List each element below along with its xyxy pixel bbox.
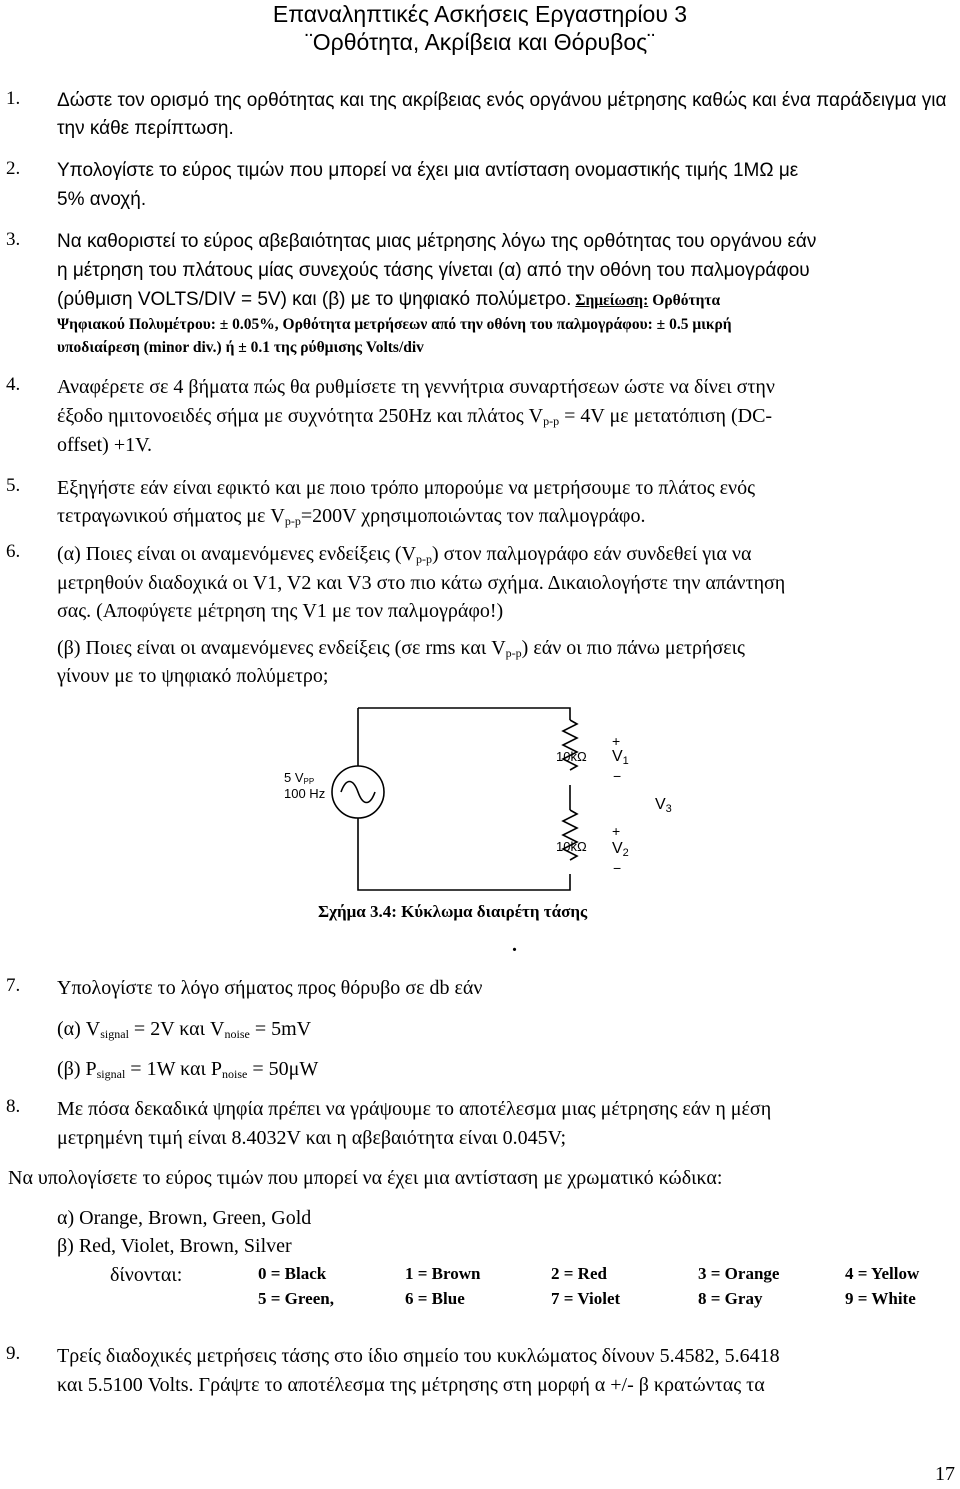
color-code-entry: 9 = White: [845, 1289, 916, 1308]
note-text: Ψηφιακού Πολυμέτρου: ± 0.05%, Ορθότητα μετρήσεων από την οθόνη του παλμογράφου: ± 0.5 μικρή: [57, 316, 732, 333]
v2-label: $V_2$: [612, 840, 629, 859]
question-text-line: γίνουν με το ψηφιακό πολύμετρο;: [57, 665, 329, 687]
question-text-line: μετρημένη τιμή είναι 8.4032V και η αβεβαιότητα είναι 0.045V;: [57, 1127, 567, 1149]
sine-icon: [341, 782, 375, 803]
resistor-2-label: 10kΩ: [556, 839, 587, 854]
question-text-line: Υπολογίστε το εύρος τιμών που μπορεί να έχει μια αντίσταση ονομαστικής τιμής 1ΜΩ με: [57, 160, 799, 181]
question-text: Δώστε τον ορισμό της ορθότητας και της ακρίβειας ενός οργάνου μέτρησης καθώς και ένα παράδειγμα για την κάθε περίπτωση.: [57, 90, 947, 139]
color-code-entry: 5 = Green,: [258, 1289, 334, 1308]
bottom-wire: [358, 818, 570, 890]
question-text-line: τετραγωνικού σήματος με $V_{p-p}=200V$ χρησιμοποιώντας τον παλμογράφο.: [57, 505, 646, 528]
v1-label: $V_1$: [612, 748, 629, 767]
page-title: [0, 0, 960, 56]
question-number: 3.: [6, 229, 21, 250]
question-item-b: (β) $P_{signal} = 1W$ και $P_{noise} = 50\mu W$: [57, 1058, 319, 1081]
note-text: Ορθότητα: [652, 292, 721, 309]
question-number: 2.: [6, 158, 21, 179]
color-code-entry: 3 = Orange: [698, 1264, 780, 1283]
voltage-divider-circuit: [270, 700, 690, 900]
question-text-line: Αναφέρετε σε 4 βήματα πώς θα ρυθμίσετε τη γεννήτρια συναρτήσεων ώστε να δίνει στην: [57, 376, 775, 398]
color-code-entry: 1 = Brown: [405, 1264, 481, 1283]
note-text: υποδιαίρεση (minor div.) ή ± 0.1 της ρύθμισης Volts/div: [57, 339, 424, 356]
question-text-line: offset) +1V.: [57, 434, 152, 456]
color-code-entry: 0 = Black: [258, 1264, 327, 1283]
color-code-item-a: α) Orange, Brown, Green, Gold: [57, 1207, 312, 1229]
page-number: 17: [935, 1463, 955, 1485]
given-label: δίνονται:: [110, 1264, 183, 1286]
color-code-entry: 2 = Red: [551, 1264, 607, 1283]
caption-dot: .: [512, 934, 517, 956]
question-number: 9.: [6, 1343, 21, 1364]
question-text-line: 5% ανοχή.: [57, 189, 147, 210]
question-text-line: η μέτρηση του πλάτους μίας συνεχούς τάσης γίνεται (α) από την οθόνη του παλμογράφου: [57, 260, 810, 281]
question-text-line: σας. (Αποφύγετε μέτρηση της V1 με τον παλμογράφο!): [57, 600, 504, 622]
question-number: 1.: [6, 88, 21, 109]
figure-caption: Σχήμα 3.4: Κύκλωμα διαιρέτη τάσης: [318, 902, 588, 921]
question-text-line: (α) Ποιες είναι οι αναμενόμενες ενδείξεις $(V_{p-p})$ στον παλμογράφο εάν συνδεθεί για να: [57, 543, 752, 566]
question-text-line: μετρηθούν διαδοχικά οι V1, V2 και V3 στο πιο κάτω σχήμα. Δικαιολογήστε την απάντηση: [57, 572, 786, 594]
title-line-2: ¨Ορθότητα, Ακρίβεια και Θόρυβος¨: [305, 29, 655, 55]
question-text-line: Εξηγήστε εάν είναι εφικτό και με ποιο τρόπο μπορούμε να μετρήσουμε το πλάτος ενός: [57, 477, 755, 499]
question-text-line: Με πόσα δεκαδικά ψηφία πρέπει να γράψουμε το αποτέλεσμα μιας μέτρησης εάν η μέση: [57, 1098, 772, 1120]
color-code-entry: 7 = Violet: [551, 1289, 621, 1308]
note-label: Σημείωση:: [575, 292, 649, 309]
title-line-1: Επαναληπτικές Ασκήσεις Εργαστηρίου 3: [272, 1, 688, 27]
question-text-line: (ρύθμιση VOLTS/DIV = 5V) και (β) με το ψηφιακό πολύμετρο.: [57, 289, 572, 310]
question-number: 4.: [6, 374, 21, 395]
question-item-a: (α) $V_{signal} = 2V$ και $V_{noise} = 5mV$: [57, 1018, 312, 1041]
color-code-intro: Να υπολογίσετε το εύρος τιμών που μπορεί να έχει μια αντίσταση με χρωματικό κώδικα:: [8, 1167, 723, 1189]
question-number: 8.: [6, 1096, 21, 1117]
question-text-line: και 5.5100 Volts. Γράψτε το αποτέλεσμα της μέτρησης στη μορφή α +/- β κρατώντας τα: [57, 1374, 765, 1396]
resistor-1-label: 10kΩ: [556, 749, 587, 764]
question-text-line: Να καθοριστεί το εύρος αβεβαιότητας μιας μέτρησης λόγω της ορθότητας του οργάνου εάν: [57, 231, 817, 252]
v1-minus: −: [613, 768, 622, 784]
question-number: 6.: [6, 541, 21, 562]
question-text-line: Υπολογίστε το λόγο σήματος προς θόρυβο σε db εάν: [57, 977, 483, 999]
color-code-item-b: β) Red, Violet, Brown, Silver: [57, 1235, 292, 1257]
v2-plus: +: [612, 823, 621, 839]
question-text-line: Τρείς διαδοχικές μετρήσεις τάσης στο ίδιο σημείο του κυκλώματος δίνουν 5.4582, 5.6418: [57, 1345, 780, 1367]
v3-label: $V_3$: [655, 796, 672, 815]
v2-minus: −: [613, 860, 622, 876]
question-text-line: έξοδο ημιτονοειδές σήμα με συχνότητα 250Hz και πλάτος $V_{p-p} = 4V$ με μετατόπιση (DC-: [57, 405, 773, 428]
question-number: 7.: [6, 975, 21, 996]
color-code-entry: 8 = Gray: [698, 1289, 763, 1308]
source-label: 5 $V_{PP}$ 100 Hz: [284, 770, 326, 801]
top-wire: [358, 708, 570, 720]
question-number: 5.: [6, 475, 21, 496]
color-code-entry: 4 = Yellow: [845, 1264, 920, 1283]
color-code-entry: 6 = Blue: [405, 1289, 465, 1308]
v1-plus: +: [612, 733, 621, 749]
question-text-line: (β) Ποιες είναι οι αναμενόμενες ενδείξεις (σε rms και $V_{p-p}$) εάν οι πιο πάνω μετρήσεις: [57, 637, 745, 660]
